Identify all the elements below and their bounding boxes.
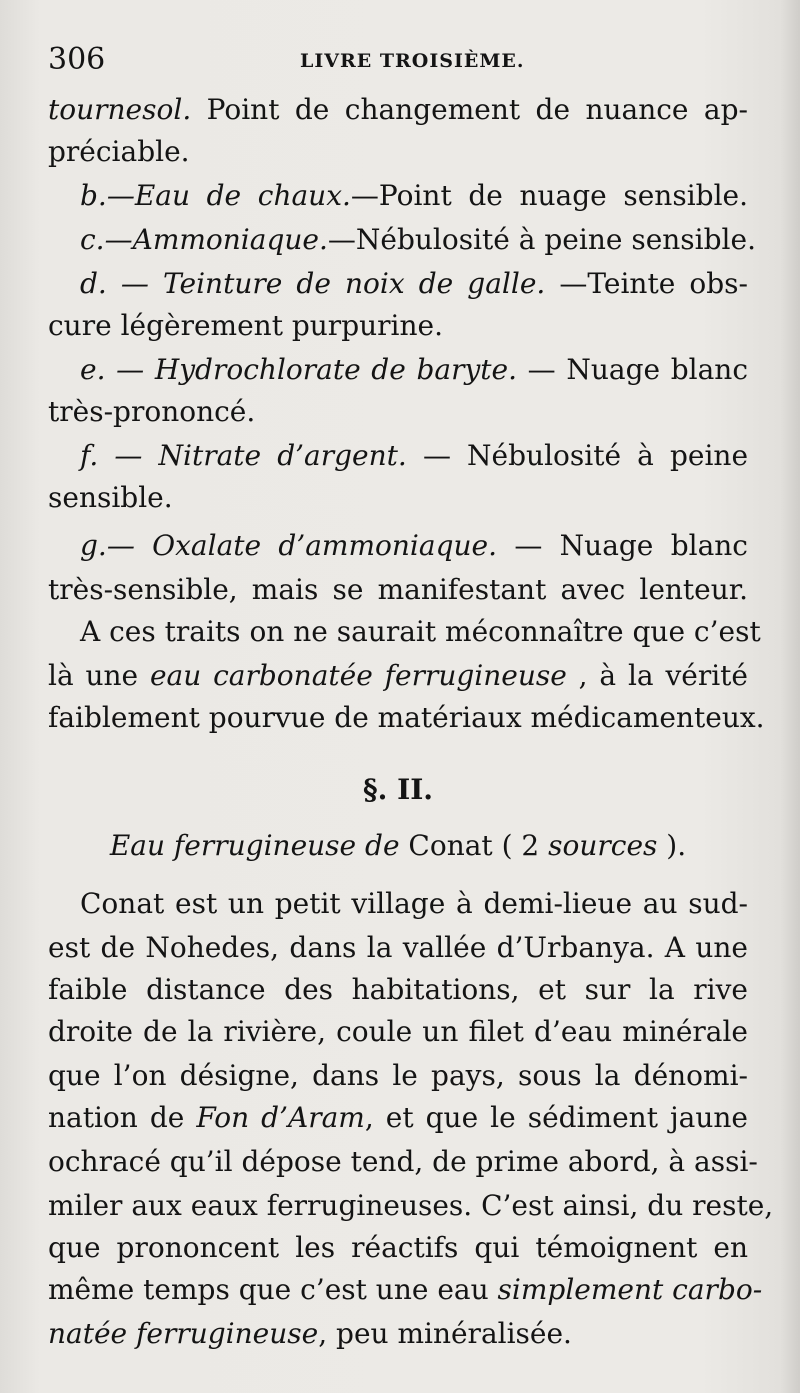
reagent-line — [80, 176, 748, 216]
text-line: que prononcent les réactifs qui témoignent en — [48, 1231, 748, 1264]
reagent-line — [80, 264, 748, 304]
italic-term: eau carbonatée ferrugineuse — [149, 659, 567, 692]
reagent-result: — Nuage blanc — [517, 353, 749, 386]
reagent-name: Teinture de noix de galle. — [163, 267, 546, 300]
italic-term: simplement carbo- — [497, 1273, 763, 1306]
item-letter: f. — — [80, 439, 143, 472]
italic-term: tournesol. — [48, 93, 192, 126]
item-letter: b.— — [80, 179, 135, 212]
subtitle-italic: sources — [548, 829, 658, 862]
text-line: est de Nohedes, dans la vallée d’Urbanya. A une — [48, 931, 748, 964]
text-line: très-prononcé. — [48, 395, 256, 428]
text-line: très-sensible, mais se manifestant avec lenteur. — [48, 573, 748, 606]
text-line: Conat est un petit village à demi-lieue au sud- — [80, 887, 748, 920]
line-text: nation de — [48, 1101, 197, 1134]
reagent-name: Ammoniaque. — [132, 223, 328, 256]
line-text: même temps que c’est une eau — [48, 1273, 498, 1306]
italic-term: natée ferrugineuse — [48, 1317, 319, 1350]
reagent-line — [80, 436, 748, 476]
reagent-name: Hydrochlorate de baryte. — [154, 353, 518, 386]
text-line — [48, 1270, 763, 1310]
text-line: ochracé qu’il dépose tend, de prime abord, à assi- — [48, 1145, 758, 1178]
reagent-result: — Nuage blanc — [497, 529, 748, 562]
subtitle-italic: Eau ferrugineuse de — [109, 829, 400, 862]
line-text: Point de changement de nuance ap- — [191, 93, 748, 126]
italic-term: Fon d’Aram — [196, 1101, 365, 1134]
section-heading: §. II. — [362, 773, 434, 806]
reagent-line — [80, 350, 748, 390]
text-line: faiblement pourvue de matériaux médicamenteux. — [48, 701, 765, 734]
text-line: A ces traits on ne saurait méconnaître que c’est — [80, 615, 761, 648]
text-line: que l’on désigne, dans le pays, sous la dénomi- — [48, 1059, 748, 1092]
item-letter: c.— — [80, 223, 133, 256]
reagent-line — [80, 220, 756, 260]
section-subtitle — [48, 826, 748, 866]
reagent-result: —Teinte obs- — [559, 267, 748, 300]
subtitle-text: Conat ( 2 — [399, 829, 549, 862]
reagent-line — [80, 526, 748, 566]
text-line — [48, 1098, 748, 1138]
reagent-result: —Nébulosité à peine sensible. — [327, 223, 756, 256]
line-text: , et que le sédiment jaune — [364, 1101, 748, 1134]
text-line: préciable. — [48, 135, 190, 168]
text-line — [48, 1314, 748, 1354]
line-text: , à la vérité — [566, 659, 748, 692]
text-line: faible distance des habitations, et sur la rive — [48, 973, 748, 1006]
running-title: LIVRE TROISIÈME. — [300, 50, 525, 72]
item-letter: g.— — [80, 529, 135, 562]
reagent-result: —Point de nuage sensible. — [350, 179, 748, 212]
item-letter: d. — — [80, 267, 149, 300]
page-number: 306 — [48, 42, 106, 77]
reagent-name: Oxalate d’ammoniaque. — [152, 529, 497, 562]
text-line: miler aux eaux ferrugineuses. C’est ainsi, du reste, — [48, 1189, 774, 1222]
line-text: là une — [48, 659, 150, 692]
text-line — [48, 656, 748, 696]
line-text: , peu minéralisée. — [318, 1317, 572, 1350]
text-line — [48, 90, 748, 130]
reagent-name: Eau de chaux. — [134, 179, 351, 212]
text-line: droite de la rivière, coule un filet d’eau minérale — [48, 1015, 748, 1048]
subtitle-text: ). — [657, 829, 687, 862]
text-line: cure légèrement purpurine. — [48, 309, 443, 342]
reagent-result: — Nébulosité à peine — [406, 439, 749, 472]
reagent-name: Nitrate d’argent. — [158, 439, 407, 472]
text-line: sensible. — [48, 481, 173, 514]
item-letter: e. — — [80, 353, 145, 386]
